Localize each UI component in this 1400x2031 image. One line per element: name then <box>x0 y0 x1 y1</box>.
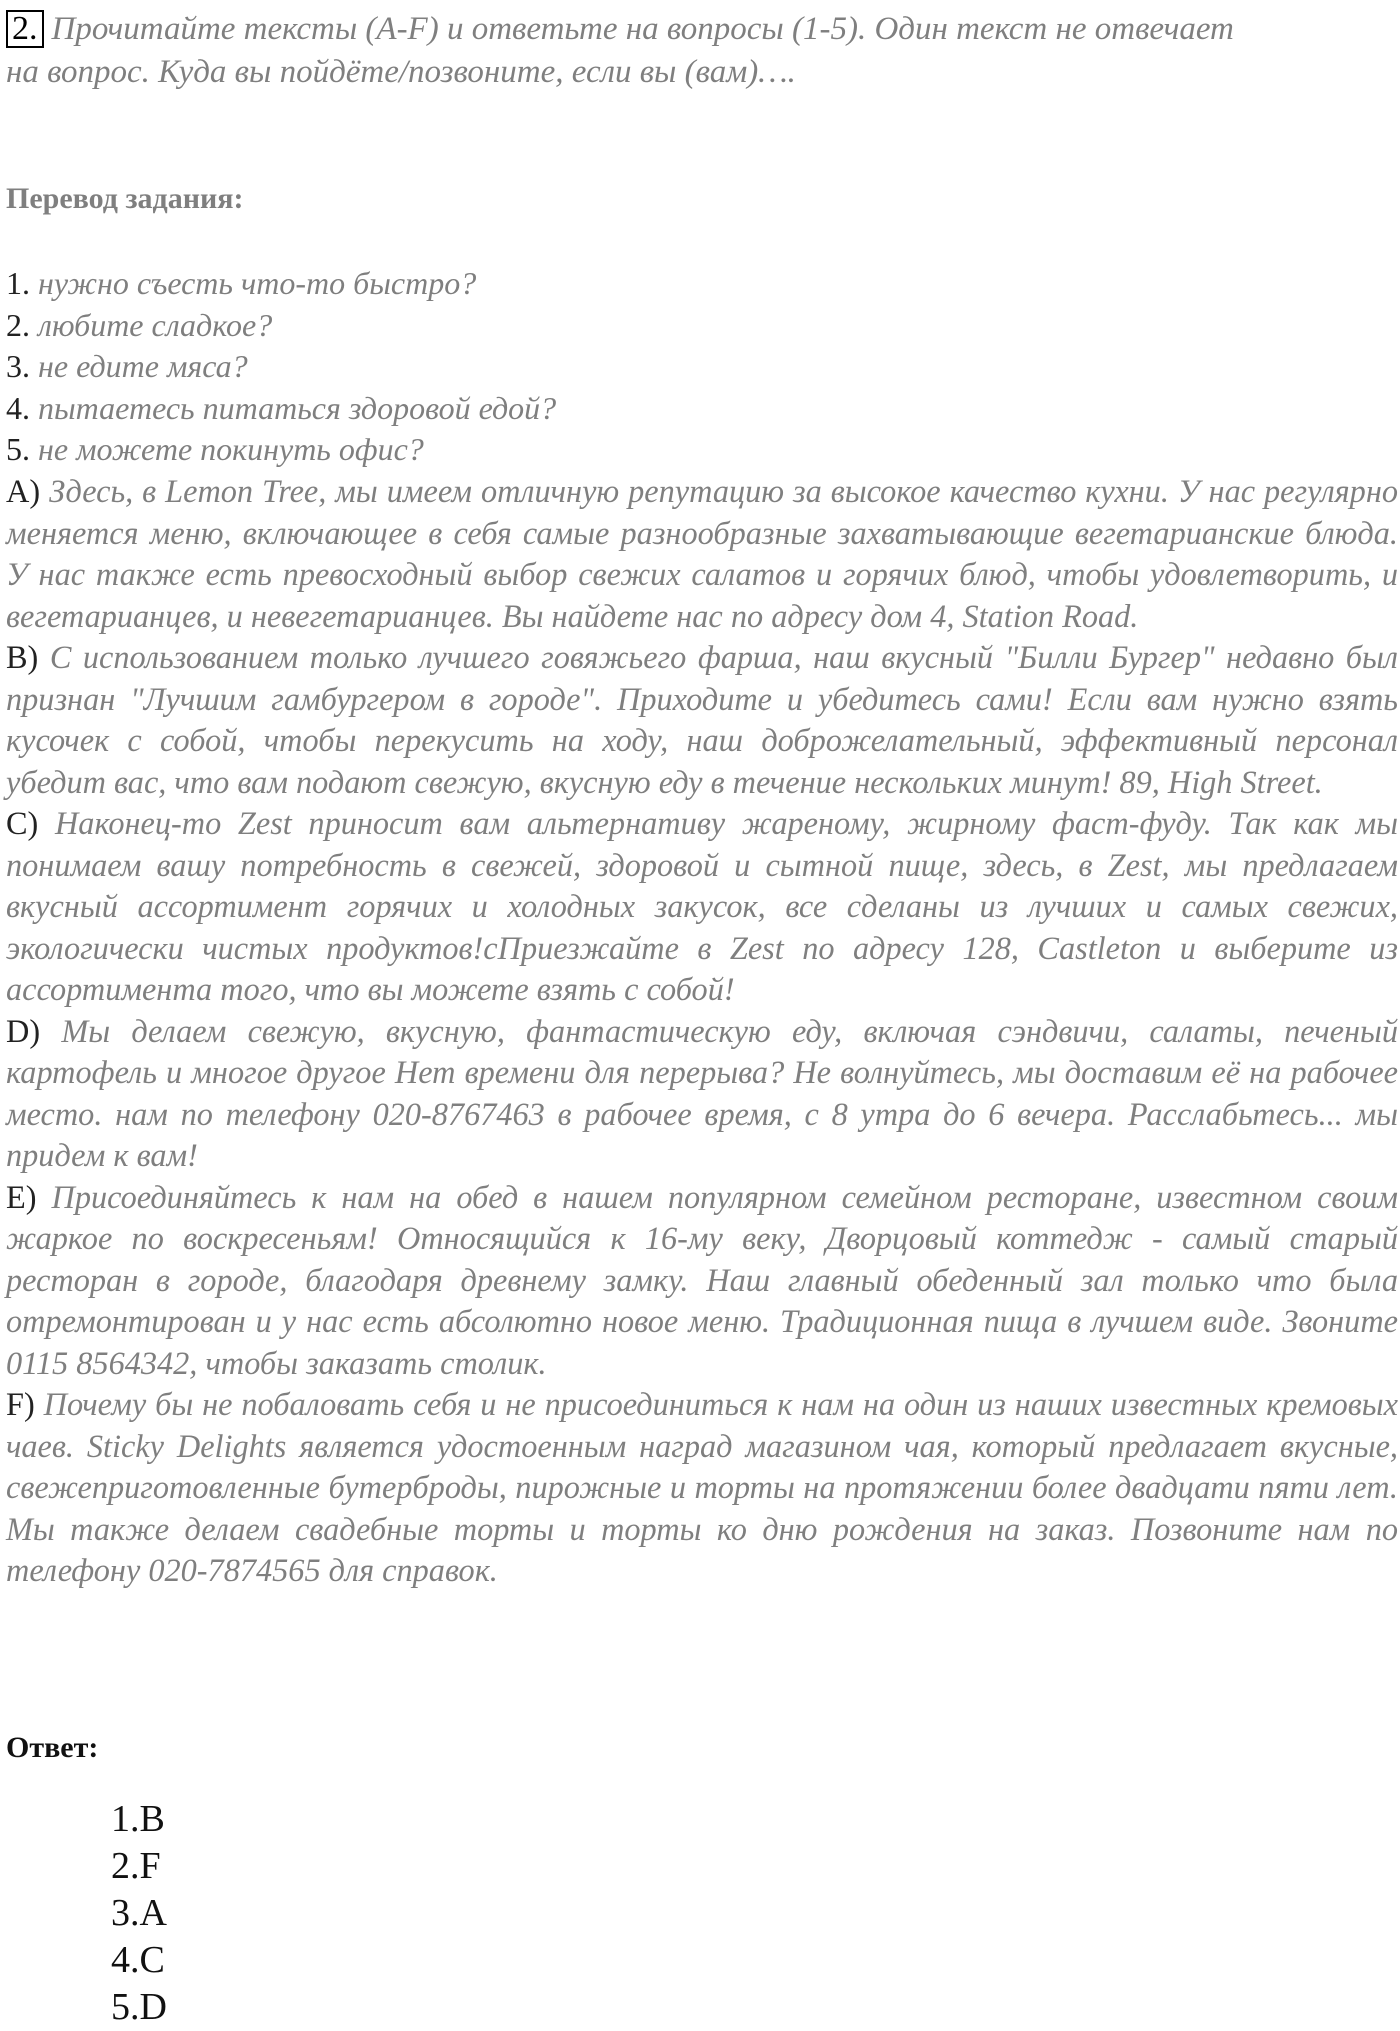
question-item <box>6 429 1396 471</box>
question-text: не можете покинуть офис? <box>38 431 424 467</box>
question-number: 2. <box>6 306 30 343</box>
text-list <box>6 471 1398 1592</box>
question-text: любите сладкое? <box>38 306 273 343</box>
text-letter: B) <box>6 639 39 675</box>
text-letter: C) <box>6 805 39 841</box>
question-item <box>6 388 1396 430</box>
task-instruction <box>6 8 1396 51</box>
answer-item: 1.B <box>111 1798 165 1840</box>
question-text: пытаетесь питаться здоровой едой? <box>38 389 557 426</box>
text-body: Наконец-то Zest приносит вам альтернативу жареному, жирному фаст-фуду. Так как мы понимаем вашу потребность в свежей, здоровой и сытной пище, здесь, в Zest, мы предлагаем вкусный ассортимент горячих и холодных закусок, все сделаны из лучших и самых свежих, экологически чистых продуктов!сПриезжайте в Zest по адресу 128, Castleton и выберите из ассортимента того, что вы можете взять с собой! <box>6 805 1398 1007</box>
text-body: Присоединяйтесь к нам на обед в нашем популярном семейном ресторане, известном своим жаркое по воскресеньям! Относящийся к 16-му веку, Дворцовый коттедж - самый старый ресторан в городе, благодаря древнему замку. Наш главный обеденный зал только что была отремонтирован и у нас есть абсолютно новое меню. Традиционная пища в лучшем виде. Звоните 0115 8564342, чтобы заказать столик. <box>6 1178 1398 1381</box>
text-letter: A) <box>6 473 41 509</box>
task-instruction-line1: Прочитайте тексты (A-F) и ответьте на вопросы (1-5). Один текст не отвечает <box>51 11 1234 47</box>
text-letter: D) <box>6 1012 41 1049</box>
question-number: 5. <box>6 431 30 467</box>
text-body: Здесь, в Lemon Tree, мы имеем отличную репутацию за высокое качество кухни. У нас регулярно меняется меню, включающее в себя самые разнообразные захватывающие вегетарианские блюда. У нас также есть превосходный выбор свежих салатов и горячих блюд, чтобы удовлетворить, и вегетарианцев, и невегетарианцев. Вы найдете нас по адресу дом 4, Station Road. <box>6 473 1398 634</box>
question-list <box>6 263 1396 471</box>
text-body: Почему бы не побаловать себя и не присоединиться к нам на один из наших известных кремовых чаев. Sticky Delights является удостоенным наград магазином чая, который предлагает вкусные, свежеприготовленные бутерброды, пирожные и торты на протяжении более двадцати пяти лет. Мы также делаем свадебные торты и торты ко дню рождения на заказ. Позвоните нам по телефону 020-7874565 для справок. <box>6 1386 1398 1588</box>
answer-label: Ответ: <box>6 1731 99 1764</box>
question-text: нужно съесть что-то быстро? <box>38 265 477 301</box>
question-item <box>6 263 1396 305</box>
question-number: 4. <box>6 389 30 426</box>
task-number: 2. <box>6 10 44 48</box>
task-instruction-line2: на вопрос. Куда вы пойдёте/позвоните, если вы (вам)…. <box>6 54 796 90</box>
text-letter: F) <box>6 1386 35 1422</box>
text-c <box>6 803 1398 1011</box>
text-body: Мы делаем свежую, вкусную, фантастическую еду, включая сэндвичи, салаты, печеный картофель и многое другое Нет времени для перерыва? Не волнуйтесь, мы доставим её на рабочее место. нам по телефону 020-8767463 в рабочее время, с 8 утра до 6 вечера. Расслабьтесь... мы придем к вам! <box>6 1012 1399 1173</box>
answer-item: 5.D <box>111 1986 167 2028</box>
answer-item: 2.F <box>111 1845 161 1887</box>
text-letter: E) <box>6 1178 37 1215</box>
translation-label: Перевод задания: <box>6 182 244 215</box>
question-text: не едите мяса? <box>38 348 248 384</box>
text-a <box>6 471 1398 637</box>
answer-list <box>111 1796 167 2031</box>
text-d <box>6 1011 1398 1177</box>
question-number: 1. <box>6 265 30 301</box>
text-e <box>6 1177 1398 1385</box>
exercise-page <box>6 8 1399 2028</box>
question-number: 3. <box>6 348 30 384</box>
text-b <box>6 637 1398 803</box>
text-f <box>6 1384 1398 1592</box>
answer-item: 4.C <box>111 1939 165 1981</box>
answer-item: 3.A <box>111 1892 167 1934</box>
text-body: С использованием только лучшего говяжьего фарша, наш вкусный "Билли Бургер" недавно был признан "Лучшим гамбургером в городе". Приходите и убедитесь сами! Если вам нужно взять кусочек с собой, чтобы перекусить на ходу, наш доброжелательный, эффективный персонал убедит вас, что вам подают свежую, вкусную еду в течение нескольких минут! 89, High Street. <box>6 639 1399 800</box>
question-item <box>6 305 1396 347</box>
question-item <box>6 346 1396 388</box>
